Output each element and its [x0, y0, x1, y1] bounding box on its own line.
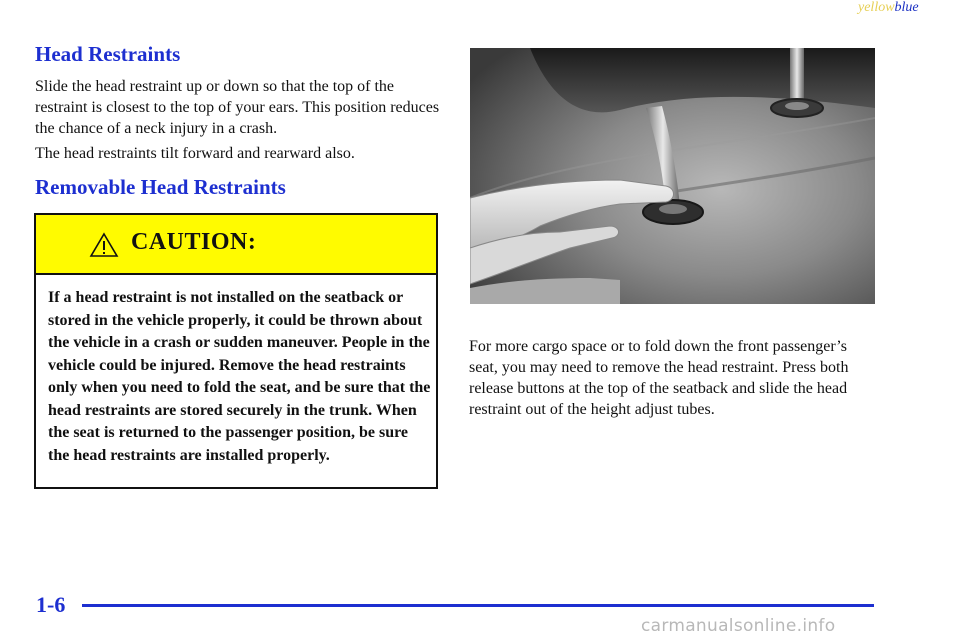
footer-rule: [82, 604, 874, 607]
page-number: 1-6: [36, 592, 66, 617]
subsection-heading: Removable Head Restraints: [35, 175, 286, 199]
tag-blue: blue: [894, 0, 919, 15]
removal-instructions: For more cargo space or to fold down the front passenger’s seat, you may need to remove the head restraint. Press both release buttons at the top of the seatback and slide the head restraint out of the height adjust tubes.: [469, 338, 849, 418]
print-color-tag: [858, 0, 919, 16]
caution-title: CAUTION:: [131, 229, 257, 255]
caution-box: [34, 213, 438, 489]
warning-triangle-icon: [89, 232, 119, 258]
head-restraint-photo-illustration: [470, 48, 875, 304]
tilt-paragraph: The head restraints tilt forward and rearward also.: [35, 145, 355, 162]
caution-header: [36, 215, 436, 275]
head-restraint-photo: [470, 48, 875, 304]
intro-paragraph: Slide the head restraint up or down so that the top of the restraint is closest to the top of your ears. This position reduces the chance of a neck injury in a crash.: [35, 78, 440, 137]
tag-yellow: yellow: [858, 0, 895, 15]
watermark: carmanualsonline.info: [641, 616, 836, 636]
section-heading: Head Restraints: [35, 42, 181, 66]
caution-text: If a head restraint is not installed on the seatback or stored in the vehicle properly, it could be thrown about the vehicle in a crash or sudden maneuver. People in the vehicle could be injured. Remove the head restraints only when you need to fold the seat, and be sure that the head restraints are stored securely in the trunk. When the seat is returned to the passenger position, be sure the head restraints are installed properly.: [48, 289, 431, 464]
